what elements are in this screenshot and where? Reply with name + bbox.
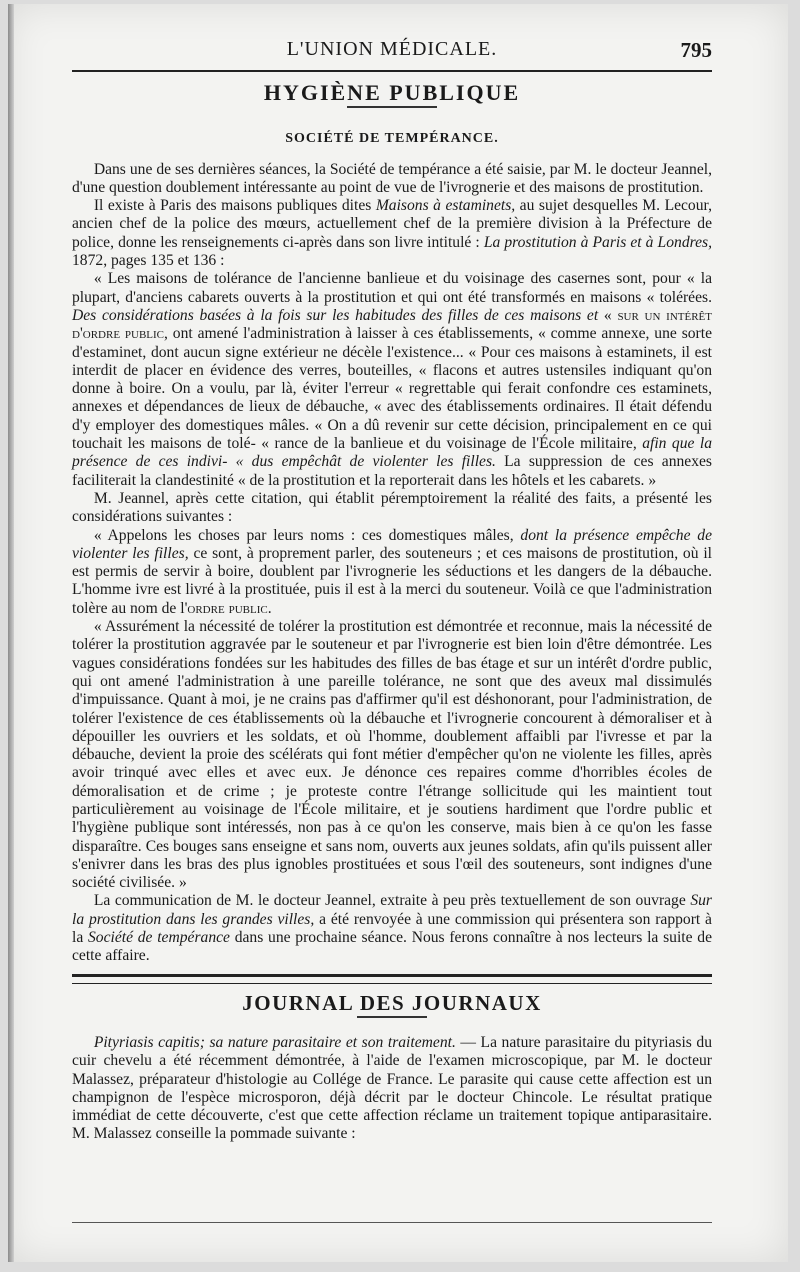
title-rule (347, 106, 437, 108)
article-body (72, 78, 712, 1144)
quotation-jeannel: « Appelons les choses par leurs noms : ces domestiques mâles, dont la présence empêche de violenter les filles, ce sont, à proprement parler, des souteneurs ; et ces maisons de prostitution, où il est permis de servir à boire, doublent par l'ivrognerie les séductions et les dangers de la débauche. L'homme ivre est livré à la prostituée, puis il est à la merci du souteneur. Voilà ce que l'administration tolère au nom de l'ordre public. (72, 526, 713, 617)
page-header (72, 36, 712, 70)
running-title: L'UNION MÉDICALE. (286, 38, 498, 60)
paragraph: Pityriasis capitis; sa nature parasitaire et son traitement. — La nature parasitaire du pityriasis du cuir chevelu a été récemment démontrée, à l'aide de l'examen microscopique, par M. le docteur Malassez, préparateur d'histologie au Collége de France. Le parasite qui cause cette affection est un champignon de l'espèce microsporon, déjà décrit par le docteur Chincole. Le résultat pratique immédiat de cette découverte, c'est que cette affection réclame un traitement topique antiparasitaire. M. Malassez conseille la pommade suivante : (72, 1033, 712, 1143)
binding-gutter (8, 4, 14, 1262)
section-title-hygiene: HYGIÈNE PUBLIQUE (263, 80, 521, 105)
footer-rule (72, 1222, 712, 1223)
paragraph: Il existe à Paris des maisons publiques dites Maisons à estaminets, au sujet desquelles M. Lecour, ancien chef de la police des mœurs, actuellement chef de la première division à la Préfecture de police, donne les renseignements ci-après dans son livre intitulé : La prostitution à Paris et à Londres, 1872, pages 135 et 136 : (72, 197, 712, 270)
section-title-journal: JOURNAL DES JOURNAUX (242, 990, 542, 1015)
subheading-temperance: SOCIÉTÉ DE TEMPÉRANCE. (285, 131, 499, 147)
header-rule (72, 70, 712, 72)
paragraph: Dans une de ses dernières séances, la Société de tempérance a été saisie, par M. le docteur Jeannel, d'une question doublement intéressante au point de vue de l'ivrognerie et des maisons de prostitution. (72, 160, 712, 196)
section-divider (72, 974, 712, 984)
paragraph: La communication de M. le docteur Jeannel, extraite à peu près textuellement de son ouvrage Sur la prostitution dans les grandes villes, a été renvoyée à une commission qui présentera son rapport à la Société de tempérance dans une prochaine séance. Nous ferons connaître à nos lecteurs la suite de cette affaire. (72, 892, 713, 965)
paragraph: M. Jeannel, après cette citation, qui établit péremptoirement la réalité des faits, a présenté les considérations suivantes : (72, 489, 712, 526)
quotation-jeannel-2: « Assurément la nécessité de tolérer la prostitution est démontrée et reconnue, mais la nécessité de tolérer la prostitution aggravée par le souteneur et par l'ivrognerie est bien loin d'être démontrée. Les vagues considérations fondées sur les habitudes des filles de bas étage et sur un intérêt d'ordre public, qui ont amené l'administration à une pareille tolérance, ne sont que des aveux mal dissimulés d'impuissance. Quant à moi, je ne crains pas d'affirmer qu'il est déshonorant, pour l'administration, de tolérer l'existence de ces établissements où la débauche et l'ivrognerie concourent à démoraliser et à dépouiller les ouvriers et les soldats, et où l'homme, doublement affaibli par l'ivresse et par la débauche, devient la proie des scélérats qui font métier d'empêcher qu'on ne violente les filles, après avoir trinqué avec elles et avec eux. Je dénonce ces repaires comme d'horribles écoles de démoralisation et de crime ; je proteste contre l'étrange sollicitude qui les maintient tout particulièrement au voisinage de l'École militaire, et je soutiens hardiment que l'ordre public et l'hygiène publique sont intéressés, non pas à ce qu'on les conserve, mais bien à ce qu'on les fasse disparaître. Ces bouges sans enseigne et sans nom, ouverts aux jeunes soldats, afin qu'ils puissent aller s'enivrer dans les bras des plus ignobles prostituées et sous l'œil des souteneurs, sont indignes d'une société civilisée. » (72, 618, 712, 892)
title-rule (357, 1016, 427, 1018)
quotation-lecour: « Les maisons de tolérance de l'ancienne banlieue et du voisinage des casernes sont, pour « la plupart, d'anciens cabarets ouverts à la prostitution et qui ont été transformés en maisons « tolérées. Des considérations basées à la fois sur les habitudes des filles de ces maisons et « sur un intérêt d'ordre public, ont amené l'administration à laisser à ces établissements, « comme annexe, une sorte d'estaminet, dont aucun signe extérieur ne décèle l'existence... « Pour ces maisons à estaminets, il est interdit de placer en évidence des verres, bouteilles, « flacons et autres ustensiles indiquant qu'on donne à boire. On a voulu, par là, éviter l'erreur « regrettable qui ferait confondre ces estaminets, annexes et dépendances de lieux de débauche, « avec des établissements ordinaires. Il était défendu d'y employer des domestiques mâles. « On a dû revenir sur cette décision, principalement en ce qui touchait les maisons de tolé- « rance de la banlieue et du voisinage de l'École militaire, afin que la présence de ces indivi- « dus empêchât de violenter les filles. La suppression de ces annexes faciliterait la clandestinité « de la prostitution et la reporterait dans les hôtels et les cabarets. » (72, 270, 713, 489)
journal-page (8, 4, 788, 1262)
page-number: 795 (680, 38, 712, 62)
